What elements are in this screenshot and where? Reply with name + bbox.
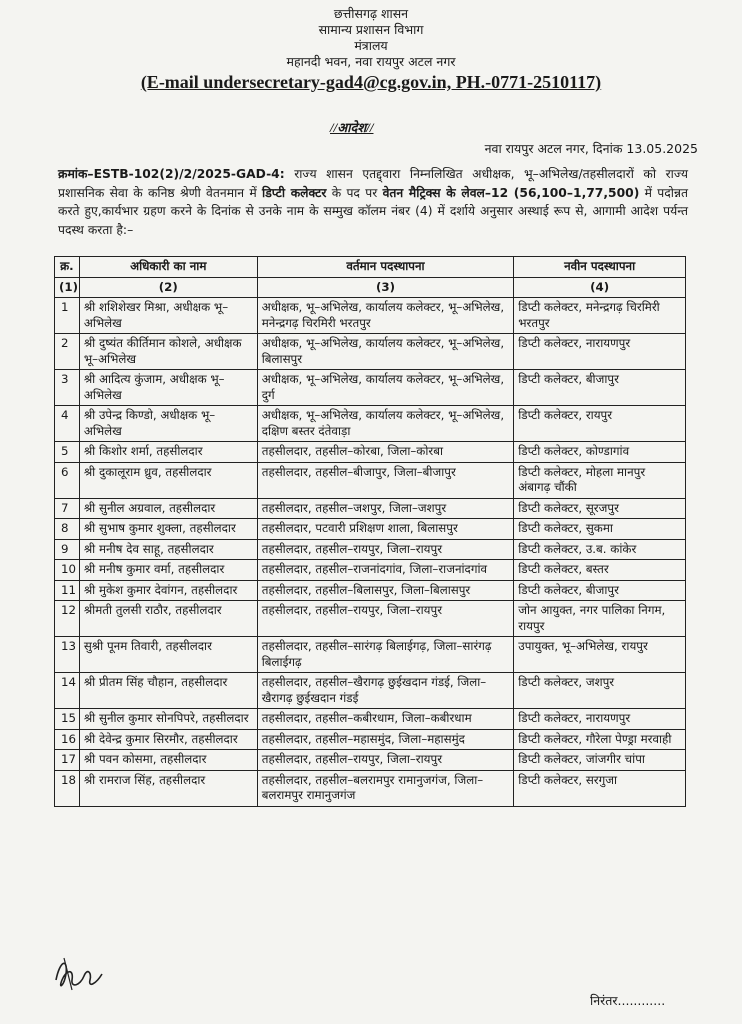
officer-name-cell: श्री मनीष देव साहू, तहसीलदार: [79, 539, 257, 560]
officer-name-cell: श्री सुनील अग्रवाल, तहसीलदार: [79, 498, 257, 519]
table-row: [55, 519, 686, 540]
intro-text-2: के पद पर: [326, 185, 383, 200]
new-posting-cell: उपायुक्त, भू–अभिलेख, रायपुर: [514, 637, 686, 673]
officer-name-cell: श्री प्रीतम सिंह चौहान, तहसीलदार: [79, 673, 257, 709]
current-posting-cell: अधीक्षक, भू–अभिलेख, कार्यालय कलेक्टर, भू–अभिलेख, दुर्ग: [257, 370, 514, 406]
table-row: [55, 498, 686, 519]
header-officer-name: अधिकारी का नाम: [79, 257, 257, 278]
new-posting-cell: डिप्टी कलेक्टर, बीजापुर: [514, 370, 686, 406]
gov-name: छत्तीसगढ़ शासन: [333, 6, 409, 21]
current-posting-cell: तहसीलदार, तहसील–राजनांदगांव, जिला–राजनांदगांव: [257, 560, 514, 581]
intro-text-1: राज्य शासन एतद्द्वारा निम्नलिखित अधीक्षक, भू–अभिलेख/तहसीलदारों को राज्य प्रशासनिक सेवा के कनिष्ठ श्रेणी वेतनमान में: [58, 167, 688, 200]
new-posting-cell: डिप्टी कलेक्टर, नारायणपुर: [514, 709, 686, 730]
current-posting-cell: तहसीलदार, तहसील–जशपुर, जिला–जशपुर: [257, 498, 514, 519]
current-posting-cell: तहसीलदार, पटवारी प्रशिक्षण शाला, बिलासपुर: [257, 519, 514, 540]
header-current-posting: वर्तमान पदस्थापना: [257, 257, 514, 278]
table-row: [55, 560, 686, 581]
intro-text-3: में पदोन्नत करते हुए,कार्यभार ग्रहण करने के दिनांक से उनके नाम के सम्मुख कॉलम नंबर (4) में दर्शाये अनुसार अस्थाई रूप से, आगामी आदेश पर्यन्त पदस्थ करता है:–: [58, 185, 688, 237]
continued-note: निरंतर............: [590, 993, 666, 1008]
officer-name-cell: श्री मुकेश कुमार देवांगन, तहसीलदार: [79, 580, 257, 601]
table-row: [55, 673, 686, 709]
officer-name-cell: श्री देवेन्द्र कुमार सिरमौर, तहसीलदार: [79, 729, 257, 750]
new-posting-cell: डिप्टी कलेक्टर, उ.ब. कांकेर: [514, 539, 686, 560]
officer-name-cell: श्रीमती तुलसी राठौर, तहसीलदार: [79, 601, 257, 637]
serial-cell: 2: [55, 334, 80, 370]
current-posting-cell: अधीक्षक, भू–अभिलेख, कार्यालय कलेक्टर, भू–अभिलेख, दक्षिण बस्तर दंतेवाड़ा: [257, 406, 514, 442]
new-posting-cell: डिप्टी कलेक्टर, गौरेला पेण्ड्रा मरवाही: [514, 729, 686, 750]
officer-name-cell: श्री उपेन्द्र किण्डो, अधीक्षक भू–अभिलेख: [79, 406, 257, 442]
table-row: [55, 637, 686, 673]
current-posting-cell: अधीक्षक, भू–अभिलेख, कार्यालय कलेक्टर, भू–अभिलेख, बिलासपुर: [257, 334, 514, 370]
new-posting-cell: डिप्टी कलेक्टर, सरगुजा: [514, 770, 686, 806]
table-row: [55, 601, 686, 637]
postings-table: [54, 256, 686, 807]
officer-name-cell: श्री रामराज सिंह, तहसीलदार: [79, 770, 257, 806]
current-posting-cell: तहसीलदार, तहसील–रायपुर, जिला–रायपुर: [257, 750, 514, 771]
serial-cell: 5: [55, 442, 80, 463]
new-posting-cell: डिप्टी कलेक्टर, सूरजपुर: [514, 498, 686, 519]
current-posting-cell: तहसीलदार, तहसील–रायपुर, जिला–रायपुर: [257, 601, 514, 637]
col-number: (1): [55, 277, 80, 298]
ministry-name: मंत्रालय: [354, 38, 388, 53]
officer-name-cell: श्री आदित्य कुंजाम, अधीक्षक भू–अभिलेख: [79, 370, 257, 406]
new-posting-cell: डिप्टी कलेक्टर, जांजगीर चांपा: [514, 750, 686, 771]
table-row: [55, 406, 686, 442]
serial-cell: 14: [55, 673, 80, 709]
signature-image: [50, 950, 110, 994]
header-new-posting: नवीन पदस्थापना: [514, 257, 686, 278]
table-row: [55, 370, 686, 406]
new-posting-cell: डिप्टी कलेक्टर, जशपुर: [514, 673, 686, 709]
serial-cell: 12: [55, 601, 80, 637]
col-number: (2): [79, 277, 257, 298]
serial-cell: 13: [55, 637, 80, 673]
officer-name-cell: श्री सुनील कुमार सोनपिपरे, तहसीलदार: [79, 709, 257, 730]
order-title: //आदेश//: [330, 120, 374, 135]
table-row: [55, 750, 686, 771]
current-posting-cell: तहसीलदार, तहसील–सारंगढ़ बिलाईगढ़, जिला–सारंगढ़ बिलाईगढ़: [257, 637, 514, 673]
header-serial: क्र.: [55, 257, 80, 278]
reference-number: क्रमांक–ESTB-102(2)/2/2025-GAD-4:: [58, 167, 285, 181]
table-row: [55, 729, 686, 750]
new-posting-cell: डिप्टी कलेक्टर, सुकमा: [514, 519, 686, 540]
serial-cell: 17: [55, 750, 80, 771]
serial-cell: 15: [55, 709, 80, 730]
officer-name-cell: श्री शशिशेखर मिश्रा, अधीक्षक भू–अभिलेख: [79, 298, 257, 334]
office-address: महानदी भवन, नवा रायपुर अटल नगर: [286, 54, 456, 69]
current-posting-cell: अधीक्षक, भू–अभिलेख, कार्यालय कलेक्टर, भू–अभिलेख, मनेन्द्रगढ़ चिरमिरी भरतपुर: [257, 298, 514, 334]
intro-paragraph: [58, 165, 688, 239]
column-number-row: [55, 277, 686, 298]
current-posting-cell: तहसीलदार, तहसील–खैरागढ़ छुईखदान गंडई, जिला–खैरागढ़ छुईखदान गंडई: [257, 673, 514, 709]
new-posting-cell: डिप्टी कलेक्टर, रायपुर: [514, 406, 686, 442]
new-posting-cell: डिप्टी कलेक्टर, बीजापुर: [514, 580, 686, 601]
table-row: [55, 709, 686, 730]
serial-cell: 10: [55, 560, 80, 581]
serial-cell: 8: [55, 519, 80, 540]
officer-name-cell: श्री दुष्यंत कीर्तिमान कोशले, अधीक्षक भू–अभिलेख: [79, 334, 257, 370]
table-body: [55, 298, 686, 807]
serial-cell: 3: [55, 370, 80, 406]
current-posting-cell: तहसीलदार, तहसील–महासमुंद, जिला–महासमुंद: [257, 729, 514, 750]
serial-cell: 11: [55, 580, 80, 601]
intro-bold-2: वेतन मैट्रिक्स के लेवल–12 (56,100–1,77,500): [382, 185, 640, 200]
officer-name-cell: श्री पवन कोसमा, तहसीलदार: [79, 750, 257, 771]
department-name: सामान्य प्रशासन विभाग: [318, 22, 424, 37]
intro-bold-1: डिप्टी कलेक्टर: [262, 185, 327, 200]
new-posting-cell: डिप्टी कलेक्टर, कोण्डागांव: [514, 442, 686, 463]
col-number: (4): [514, 277, 686, 298]
serial-cell: 6: [55, 462, 80, 498]
serial-cell: 16: [55, 729, 80, 750]
serial-cell: 7: [55, 498, 80, 519]
current-posting-cell: तहसीलदार, तहसील–कबीरधाम, जिला–कबीरधाम: [257, 709, 514, 730]
current-posting-cell: तहसीलदार, तहसील–रायपुर, जिला–रायपुर: [257, 539, 514, 560]
serial-cell: 1: [55, 298, 80, 334]
current-posting-cell: तहसीलदार, तहसील–बीजापुर, जिला–बीजापुर: [257, 462, 514, 498]
new-posting-cell: डिप्टी कलेक्टर, मनेन्द्रगढ़ चिरमिरी भरतपुर: [514, 298, 686, 334]
officer-name-cell: सुश्री पूनम तिवारी, तहसीलदार: [79, 637, 257, 673]
table-row: [55, 770, 686, 806]
serial-cell: 9: [55, 539, 80, 560]
place-date: नवा रायपुर अटल नगर, दिनांक 13.05.2025: [484, 141, 698, 156]
table-header-row: [55, 257, 686, 278]
current-posting-cell: तहसीलदार, तहसील–बलरामपुर रामानुजगंज, जिला–बलरामपुर रामानुजगंज: [257, 770, 514, 806]
table-row: [55, 334, 686, 370]
serial-cell: 4: [55, 406, 80, 442]
new-posting-cell: डिप्टी कलेक्टर, बस्तर: [514, 560, 686, 581]
table-row: [55, 580, 686, 601]
new-posting-cell: डिप्टी कलेक्टर, नारायणपुर: [514, 334, 686, 370]
col-number: (3): [257, 277, 514, 298]
contact-line: (E-mail undersecretary-gad4@cg.gov.in, PH.-0771-2510117): [140, 72, 602, 92]
current-posting-cell: तहसीलदार, तहसील–कोरबा, जिला–कोरबा: [257, 442, 514, 463]
current-posting-cell: तहसीलदार, तहसील–बिलासपुर, जिला–बिलासपुर: [257, 580, 514, 601]
new-posting-cell: डिप्टी कलेक्टर, मोहला मानपुर अंबागढ़ चौंकी: [514, 462, 686, 498]
officer-name-cell: श्री मनीष कुमार वर्मा, तहसीलदार: [79, 560, 257, 581]
officer-name-cell: श्री किशोर शर्मा, तहसीलदार: [79, 442, 257, 463]
new-posting-cell: जोन आयुक्त, नगर पालिका निगम, रायपुर: [514, 601, 686, 637]
officer-name-cell: श्री दुकालूराम ध्रुव, तहसीलदार: [79, 462, 257, 498]
officer-name-cell: श्री सुभाष कुमार शुक्ला, तहसीलदार: [79, 519, 257, 540]
table-row: [55, 462, 686, 498]
table-row: [55, 442, 686, 463]
table-row: [55, 539, 686, 560]
table-row: [55, 298, 686, 334]
serial-cell: 18: [55, 770, 80, 806]
